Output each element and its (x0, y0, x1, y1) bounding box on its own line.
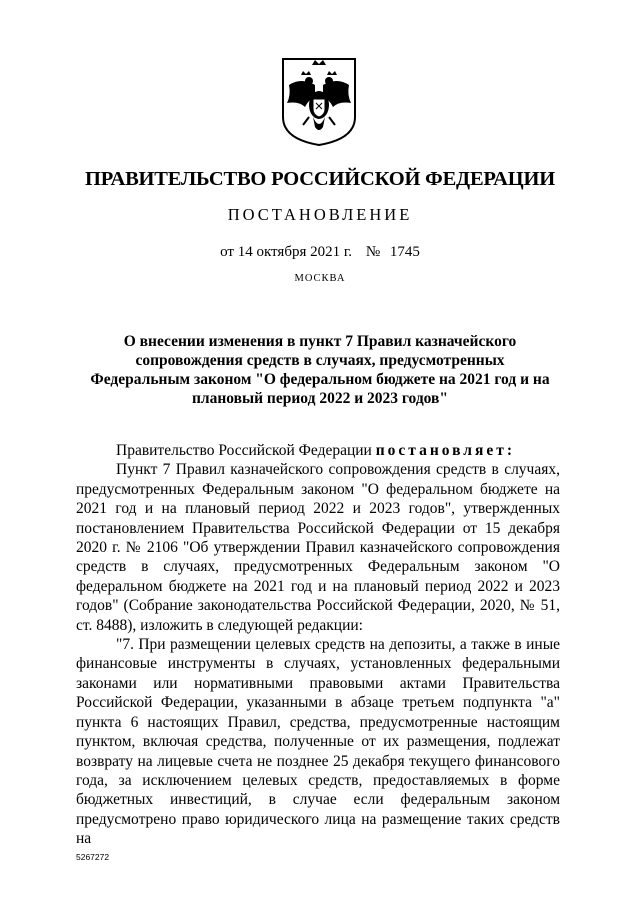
preamble-text: Правительство Российской Федерации (116, 442, 376, 459)
document-code: 5267272 (76, 852, 110, 862)
city: МОСКВА (294, 273, 346, 284)
decree-word: постановляет: (375, 442, 516, 459)
date-line (0, 244, 640, 261)
paragraph-2: "7. При размещении целевых средств на депозиты, а также в иные финансовые инструменты в случаях, установленных федеральными законами или нормативными правовыми актами Правительства Российской Федерации, указанными в абзаце третьем подпункта "а" пункта 6 настоящих Правил, средства, предусмотренные настоящим пунктом, включая средства, полученные от их размещения, подлежат возврату на лицевые счета не позднее 25 декабря текущего финансового года, за исключением целевых средств, предоставляемых в форме бюджетных инвестиций, в случае если федеральным законом предусмотрено право юридического лица на размещение таких средств на (76, 636, 560, 848)
preamble-paragraph (76, 441, 560, 460)
document-number: 1745 (389, 244, 420, 260)
paragraph-1: Пункт 7 Правил казначейского сопровождения средств в случаях, предусмотренных Федеральным законом "О федеральном бюджете на 2021 год и на плановый период 2022 и 2023 годов", утвержденных постановлением Правительства Российской Федерации от 15 декабря 2020 г. № 2106 "Об утверждении Правил казначейского сопровождения средств в случаях, предусмотренных Федеральным законом "О федеральном бюджете на 2021 год и на плановый период 2022 и 2023 годов" (Собрание законодательства Российской Федерации, 2020, № 51, ст. 8488), изложить в следующей редакции: (76, 461, 560, 634)
coat-of-arms-icon (279, 55, 359, 147)
document-body (76, 441, 560, 849)
document-heading: О внесении изменения в пункт 7 Правил казначейского сопровождения средств в случаях, предусмотренных Федеральным законом "О федеральном бюджете на 2021 год и на плановый период 2022 и 2023 годов" (90, 333, 550, 407)
government-title: ПРАВИТЕЛЬСТВО РОССИЙСКОЙ ФЕДЕРАЦИИ (85, 168, 555, 190)
document-type: ПОСТАНОВЛЕНИЕ (227, 205, 413, 224)
date-prefix: от (220, 244, 234, 260)
number-sign: № (365, 244, 381, 260)
document-date: 14 октября 2021 г. (237, 244, 353, 260)
